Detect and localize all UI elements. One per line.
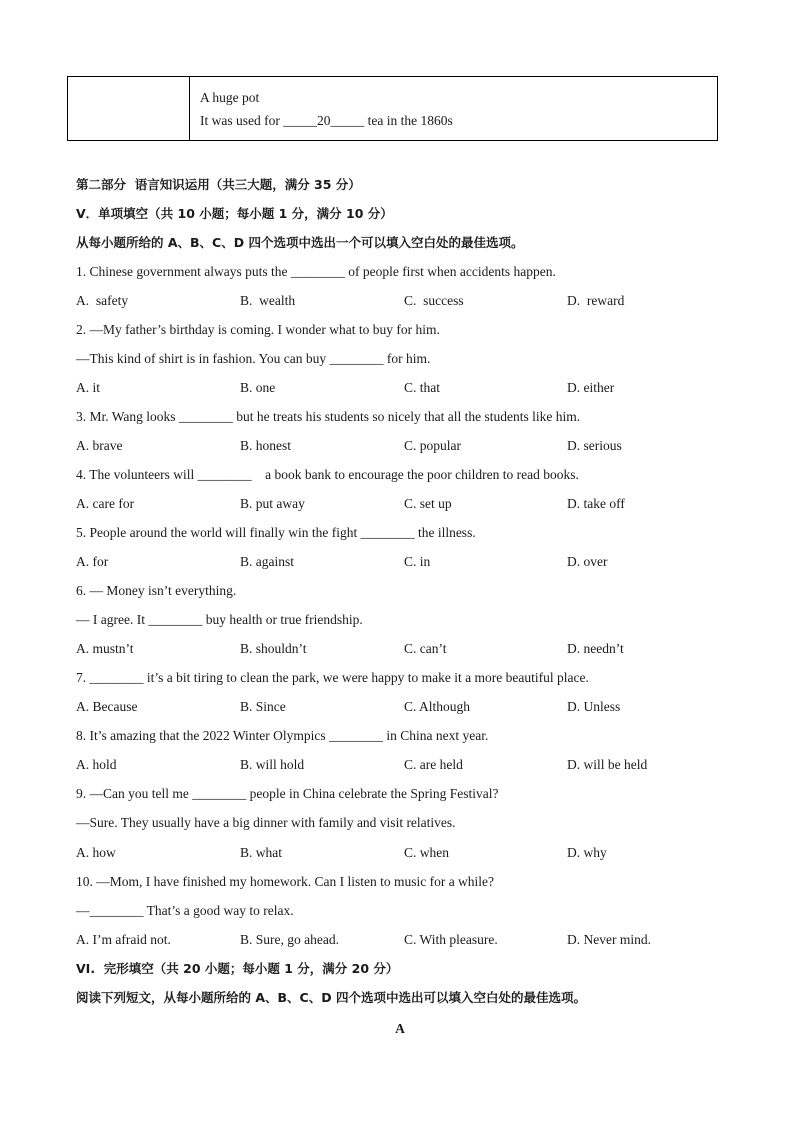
section6-instruction: 阅读下列短文，从每小题所给的 A、B、C、D 四个选项中选出可以填入空白处的最佳选项。 [76,990,586,1005]
question-6-line-1: 6. — Money isn’t everything. [76,583,237,598]
q3-option-a: A. brave [76,438,123,453]
q5-option-a: A. for [76,554,109,569]
q6-option-c: C. can’t [404,641,447,656]
q5-option-c: C. in [404,554,431,569]
q4-option-b: B. put away [240,496,305,511]
q7-option-a: A. Because [76,699,138,714]
q6-option-b: B. shouldn’t [240,641,307,656]
q6-option-d: D. needn’t [567,641,624,656]
q10-option-d: D. Never mind. [567,932,651,947]
q10-option-c: C. With pleasure. [404,932,498,947]
q2-option-d: D. either [567,380,615,395]
q5-option-b: B. against [240,554,294,569]
q8-option-a: A. hold [76,757,117,772]
q1-option-c: C. success [404,293,464,308]
q2-option-c: C. that [404,380,440,395]
q8-option-d: D. will be held [567,757,648,772]
question-10-line-1: 10. —Mom, I have finished my homework. Can I listen to music for a while? [76,874,495,889]
question-1-line-1: 1. Chinese government always puts the ________ of people first when accidents happen. [76,264,556,279]
question-7-line-1: 7. ________ it’s a bit tiring to clean the park, we were happy to make it a more beautiful place. [76,670,589,685]
question-4-line-1: 4. The volunteers will ________ a book bank to encourage the poor children to read books. [76,467,579,482]
question-3-line-1: 3. Mr. Wang looks ________ but he treats his students so nicely that all the students like him. [76,409,581,424]
q7-option-d: D. Unless [567,699,621,714]
q10-option-a: A. I’m afraid not. [76,932,171,947]
q3-option-b: B. honest [240,438,292,453]
q1-option-a: A. safety [76,293,129,308]
q2-option-a: A. it [76,380,101,395]
part2-title: 第二部分 语言知识运用（共三大题，满分 35 分） [76,177,361,192]
section5-instruction: 从每小题所给的 A、B、C、D 四个选项中选出一个可以填入空白处的最佳选项。 [76,235,524,250]
question-9-line-2: —Sure. They usually have a big dinner with family and visit relatives. [76,815,456,830]
q8-option-b: B. will hold [240,757,305,772]
q4-option-a: A. care for [76,496,135,511]
q10-option-b: B. Sure, go ahead. [240,932,339,947]
q1-option-b: B. wealth [240,293,296,308]
q9-option-a: A. how [76,845,116,860]
passage-label: A [395,1021,405,1036]
question-6-line-2: — I agree. It ________ buy health or true friendship. [76,612,363,627]
question-9-line-1: 9. —Can you tell me ________ people in China celebrate the Spring Festival? [76,786,499,801]
question-2-line-2: —This kind of shirt is in fashion. You can buy ________ for him. [76,351,431,366]
q1-option-d: D. reward [567,293,625,308]
q4-option-c: C. set up [404,496,452,511]
q3-option-c: C. popular [404,438,461,453]
info-table [67,76,718,141]
q9-option-d: D. why [567,845,607,860]
q5-option-d: D. over [567,554,608,569]
q6-option-a: A. mustn’t [76,641,134,656]
question-5-line-1: 5. People around the world will finally win the fight ________ the illness. [76,525,476,540]
q9-option-c: C. when [404,845,449,860]
q7-option-c: C. Although [404,699,471,714]
q7-option-b: B. Since [240,699,286,714]
table-right-cell [190,77,717,140]
q2-option-b: B. one [240,380,276,395]
q9-option-b: B. what [240,845,282,860]
question-2-line-1: 2. —My father’s birthday is coming. I wonder what to buy for him. [76,322,440,337]
table-left-cell [68,77,190,140]
q4-option-d: D. take off [567,496,625,511]
table-line-2: It was used for _____20_____ tea in the 1860s [200,113,453,128]
table-line-1: A huge pot [200,90,260,105]
q8-option-c: C. are held [404,757,463,772]
section5-title: Ⅴ．单项填空（共 10 小题；每小题 1 分，满分 10 分） [76,206,393,221]
question-10-line-2: —________ That’s a good way to relax. [76,903,294,918]
section6-title: VI. 完形填空（共 20 小题；每小题 1 分，满分 20 分） [76,961,399,976]
question-8-line-1: 8. It’s amazing that the 2022 Winter Olympics ________ in China next year. [76,728,489,743]
q3-option-d: D. serious [567,438,622,453]
